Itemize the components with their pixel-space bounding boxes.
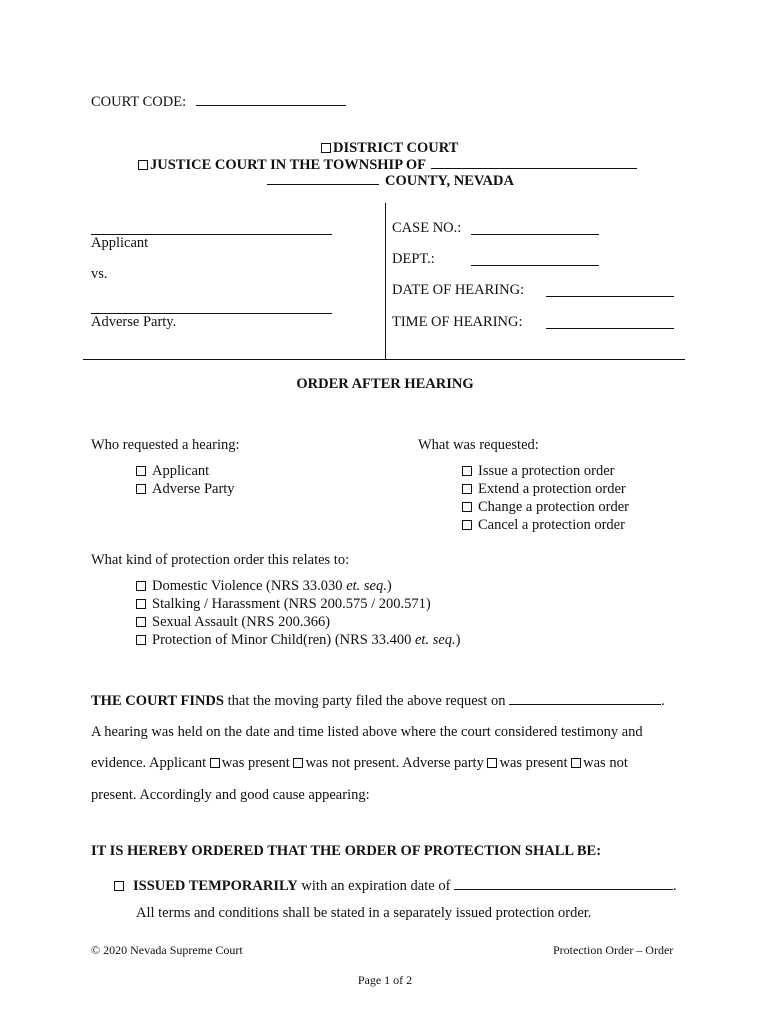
district-court-checkbox[interactable]: [321, 143, 331, 153]
sexual-assault-checkbox[interactable]: [136, 617, 146, 627]
request-date-field[interactable]: [509, 692, 661, 705]
district-court-row: [321, 140, 458, 157]
option-extend[interactable]: Extend a protection order: [462, 480, 629, 498]
option-change[interactable]: Change a protection order: [462, 498, 629, 516]
township-field[interactable]: [431, 156, 637, 169]
dept-label: DEPT.:: [392, 251, 435, 267]
domestic-violence-checkbox[interactable]: [136, 581, 146, 591]
stalking-checkbox[interactable]: [136, 599, 146, 609]
option-domestic-violence[interactable]: Domestic Violence (NRS 33.030 et. seq.): [136, 577, 461, 595]
court-code-row: [91, 93, 346, 111]
case-no-field[interactable]: [471, 222, 599, 235]
option-cancel[interactable]: Cancel a protection order: [462, 516, 629, 534]
caption-divider: [385, 203, 386, 360]
adverse-not-present-checkbox[interactable]: [571, 758, 581, 768]
court-code-label: COURT CODE:: [91, 94, 187, 110]
county-nevada-label: COUNTY, NEVADA: [385, 173, 514, 189]
option-applicant[interactable]: Applicant: [136, 462, 235, 480]
applicant-not-present-checkbox[interactable]: [293, 758, 303, 768]
adverse-party-label: Adverse Party.: [91, 314, 177, 330]
ordered-heading: IT IS HEREBY ORDERED THAT THE ORDER OF PROTECTION SHALL BE:: [91, 843, 602, 859]
footer-page-number: Page 1 of 2: [357, 973, 413, 987]
document-title: ORDER AFTER HEARING: [296, 376, 474, 392]
case-no-label: CASE NO.:: [392, 220, 462, 236]
extend-checkbox[interactable]: [462, 484, 472, 494]
expiration-date-field[interactable]: [454, 877, 673, 890]
applicant-present-checkbox[interactable]: [210, 758, 220, 768]
case-no-row: [392, 220, 461, 237]
court-finds-lead: THE COURT FINDS: [91, 693, 224, 709]
date-of-hearing-field[interactable]: [546, 284, 674, 297]
vs-label: vs.: [91, 266, 108, 282]
dept-field[interactable]: [471, 253, 599, 266]
findings-line-3: evidence. Applicant was present was not present. Adverse party was present was not: [91, 755, 628, 771]
findings-line-2: A hearing was held on the date and time listed above where the court considered testimony and: [91, 724, 643, 740]
option-sexual-assault[interactable]: Sexual Assault (NRS 200.366): [136, 613, 461, 631]
kind-options: [136, 577, 461, 649]
caption-bottom-rule: [83, 359, 685, 360]
applicant-label: Applicant: [91, 235, 149, 251]
who-requested-options: [136, 462, 235, 498]
footer-copyright: © 2020 Nevada Supreme Court: [91, 943, 243, 957]
kind-label: What kind of protection order this relates to:: [91, 552, 350, 568]
time-of-hearing-field[interactable]: [546, 316, 674, 329]
justice-court-checkbox[interactable]: [138, 160, 148, 170]
what-requested-label: What was requested:: [418, 437, 539, 453]
date-of-hearing-label: DATE OF HEARING:: [392, 282, 525, 298]
footer-form-name: Protection Order – Order: [553, 943, 674, 957]
issued-temporarily-checkbox[interactable]: [114, 881, 124, 891]
time-of-hearing-label: TIME OF HEARING:: [392, 314, 523, 330]
who-requested-label: Who requested a hearing:: [91, 437, 240, 453]
option-issue[interactable]: Issue a protection order: [462, 462, 629, 480]
justice-court-label: JUSTICE COURT IN THE TOWNSHIP OF: [150, 157, 426, 173]
terms-note: All terms and conditions shall be stated in a separately issued protection order.: [136, 905, 592, 921]
findings-line-4: present. Accordingly and good cause appearing:: [91, 787, 370, 803]
county-field[interactable]: [267, 172, 379, 185]
change-checkbox[interactable]: [462, 502, 472, 512]
district-court-label: DISTRICT COURT: [333, 140, 459, 156]
what-requested-options: [462, 462, 629, 534]
adverse-present-checkbox[interactable]: [487, 758, 497, 768]
option-stalking[interactable]: Stalking / Harassment (NRS 200.575 / 200.571): [136, 595, 461, 613]
county-row: [267, 172, 514, 190]
cancel-checkbox[interactable]: [462, 520, 472, 530]
court-code-field[interactable]: [196, 93, 346, 106]
option-adverse-party[interactable]: Adverse Party: [136, 480, 235, 498]
issued-temporarily-row: ISSUED TEMPORARILY with an expiration date of .: [114, 877, 677, 895]
applicant-checkbox[interactable]: [136, 466, 146, 476]
adverse-party-checkbox[interactable]: [136, 484, 146, 494]
findings-line-1: THE COURT FINDS that the moving party filed the above request on .: [91, 693, 665, 709]
issue-checkbox[interactable]: [462, 466, 472, 476]
option-minor-children[interactable]: Protection of Minor Child(ren) (NRS 33.400 et. seq.): [136, 631, 461, 649]
minor-children-checkbox[interactable]: [136, 635, 146, 645]
